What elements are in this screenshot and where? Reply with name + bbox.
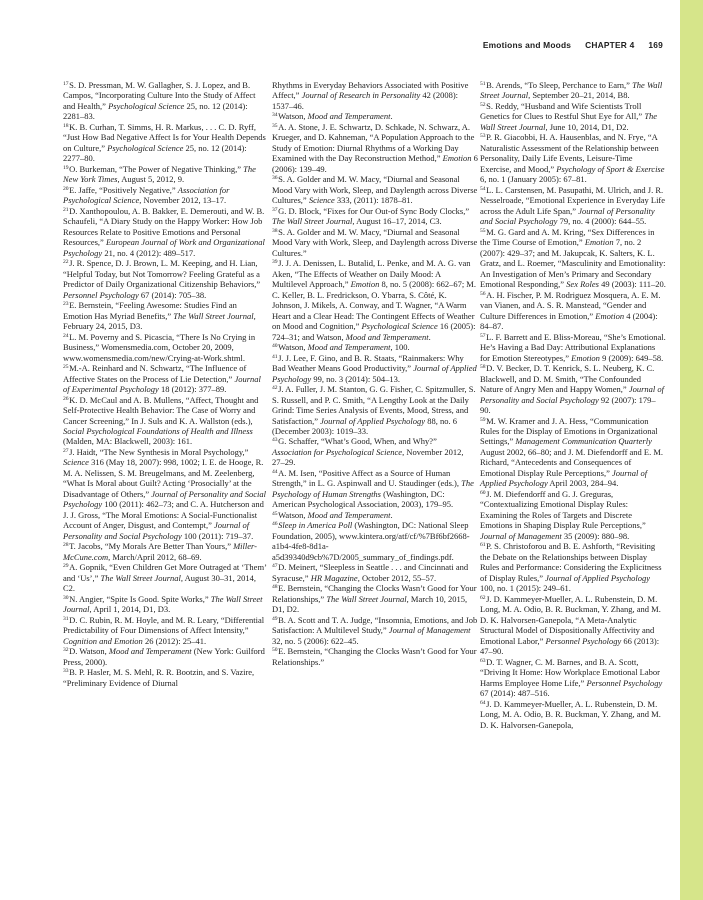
endnote-number: 17 [63,81,69,87]
endnote [272,353,478,384]
endnote-text: N. Angier, “Spite Is Good. Spite Works,” The Wall Street Journal, April 1, 2014, D1, D3. [63,593,263,615]
endnote [480,332,666,363]
endnote-number: 45 [272,510,278,517]
source-title: Sleep in America Poll [278,520,353,531]
endnote [480,699,666,730]
source-title: Personnel Psychology [586,677,663,688]
endnote-text: T. Jacobs, “My Morals Are Better Than Yours,” Miller-McCune.com, March/April 2012, 68–69. [63,541,257,562]
endnote-text: J. J. Lee, F. Gino, and B. R. Staats, “Rainmakers: Why Bad Weather Means Good Productivity,” Journal of Applied Psychology 99, no. 3 (2014): 504–13. [272,352,477,384]
endnote [63,594,268,615]
source-title: Journal of Management [480,530,562,541]
endnote [272,436,478,467]
endnote-text: L. M. Poverny and S. Picascia, “There Is No Crying in Business,” Womensmedia.com, October 20, 2009, www.womensmedia.com/new/Crying-at-Work.shtml. [63,331,256,363]
source-title: Journal of Applied Psychology [545,572,651,583]
endnote-text: P. S. Christoforou and B. E. Ashforth, “Revisiting the Debate on the Relationships between Display Rules and Performance: Considering the Explicitness of Display Rules,” Journal of Applied Psychology 100, no. 1 (2015): 249–61. [480,541,662,594]
endnote-text: Watson, Mood and Temperament, 100. [278,342,410,353]
endnote-number: 27 [63,447,69,454]
endnote [63,615,268,646]
source-title: Mood and Temperament [108,646,192,657]
endnote-number: 59 [480,416,486,423]
endnote-number: 53 [480,133,486,140]
endnote-text: E. Bernstein, “Changing the Clocks Wasn’t Good for Your Relationships,” The Wall Street Journal, March 10, 2015, D1, D2. [272,583,477,615]
endnote-text: A. Gopnik, “Even Children Get More Outraged at ‘Them’ and ‘Us’,” The Wall Street Journal, August 30–31, 2014, C2. [63,562,267,594]
source-title: Association for Psychological Science [272,446,403,457]
endnote-number: 34 [272,112,278,119]
endnote-number: 40 [272,343,278,350]
source-title: Personnel Psychology [63,289,139,300]
endnote [63,646,268,667]
source-title: Journal of Applied Psychology [480,467,648,489]
endnotes-column-1 [63,80,268,688]
endnote-number: 57 [480,332,486,339]
endnote-text: J. J. A. Denissen, L. Butalid, L. Penke, and M. A. G. van Aken, “The Effects of Weather on Daily Mood: A Multilevel Approach,” Emotion 8, no. 5 (2008): 662–67; M. C. Keller, B. L. Fredrickson, O. Ybarra, S. Côté, K. Johnson, J. Mikels, A. Conway, and T. Wagner, “A Warm Heart and a Clear Head: The Contingent Effects of Weather on Mood and Cognition,” Psychological Science 16 (2005): 724–31; and Watson, Mood and Temperament. [272,258,476,342]
endnote [63,667,268,688]
endnote-text: Watson, Mood and Temperament. [278,111,393,122]
endnote [480,185,666,227]
endnote-number: 63 [480,657,486,664]
endnote-text: A. M. Isen, “Positive Affect as a Source of Human Strength,” in L. G. Aspinwall and U. Staudinger (eds.), The Psychology of Human Strengths (Washington, DC: American Psychological Association, 2003), 179–95. [272,467,474,510]
source-title: Mood and Temperament [307,509,391,520]
source-title: The Wall Street Journal [326,593,407,604]
endnote-number: 62 [480,594,486,601]
source-title: European Journal of Work and Organizational Psychology [63,237,265,258]
endnote [480,657,666,699]
endnote [63,363,268,394]
endnote [272,258,478,342]
endnote [272,384,478,436]
endnote-number: 50 [272,647,278,654]
endnote-text: B. Arends, “To Sleep, Perchance to Earn,” The Wall Street Journal, September 20–21, 2014, B8. [480,80,663,101]
page-number: 169 [648,40,663,50]
endnote-text: S. Reddy, “Husband and Wife Scientists Troll Genetics for Clues to Restful Shut Eye for All,” The Wall Street Journal, June 10, 2014, D1, D2. [480,100,658,132]
endnote-text: D. T. Wagner, C. M. Barnes, and B. A. Scott, “Driving It Home: How Workplace Emotional Labor Harms Employee Home Life,” Personnel Psychology 67 (2014): 487–516. [480,656,663,699]
endnote-text: L. F. Barrett and E. Bliss-Moreau, “She’s Emotional. He’s Having a Bad Day: Attributional Explanations for Emotion Stereotypes,” Emotion 9 (2009): 649–58. [480,331,666,363]
endnote-text: G. D. Block, “Fixes for Our Out-of Sync Body Clocks,” The Wall Street Journal, August 16–17, 2014, C3. [272,205,470,227]
endnote [480,489,666,541]
endnote-number: 61 [480,542,486,549]
endnote [272,122,478,174]
source-title: Psychological Science [107,142,184,153]
endnote-number: 39 [272,259,278,266]
section-title: Emotions and Moods [482,40,572,50]
source-title: Management Communication Quarterly [515,436,652,447]
endnote-number: 18 [63,122,69,129]
source-title: Personnel Psychology [545,635,622,646]
endnote-text: P. R. Giacobbi, H. A. Hausenblas, and N. Frye, “A Naturalistic Assessment of the Relationship between Personality, Daily Life Events, Leisure-Time Exercise, and Mood,” Psychology of Sport & Exercise 6, no. 1 (January 2005): 67–81. [480,132,665,185]
endnote-number: 37 [272,206,278,213]
endnote-number: 60 [480,489,486,496]
endnote [480,227,666,290]
source-title: Sex Roles [566,279,599,290]
endnote-number: 24 [63,332,69,339]
endnote-text: J. Haidt, “The New Synthesis in Moral Psychology,” Science 316 (May 18, 2007): 998, 1002; I. E. de Hooge, R. M. A. Nelissen, S. M. Breugelmans, and M. Zeelenberg, “What Is Moral about Guilt? Acting ‘Prosocially’ at the Disadvantage of Others,” Journal of Personality and Social Psychology 100 (2011): 462–73; and C. A. Hutcherson and J. J. Gross, “The Moral Emotions: A Social-Functionalist Account of Anger, Disgust, and Contempt,” Journal of Personality and Social Psychology 100 (2011): 719–37. [63,446,267,541]
endnote-number: 42 [272,385,278,392]
source-title: The Wall Street Journal [480,111,658,132]
endnote [272,615,478,646]
endnote [63,447,268,541]
endnote-text: D. Watson, Mood and Temperament (New York: Guilford Press, 2000). [63,646,265,667]
endnote-number: 26 [63,395,69,402]
source-title: Miller-McCune.com [63,541,257,562]
endnote [63,164,268,185]
source-title: Emotion [595,310,625,321]
source-title: Science [308,195,335,206]
endnote-text: E. Bernstein, “Feeling Awesome: Studies Find an Emotion Has Myriad Benefits,” The Wall Street Journal, February 24, 2015, D3. [63,300,256,332]
endnote [480,541,666,593]
endnote [272,342,478,352]
endnote [272,80,478,111]
endnotes-column-2 [272,80,478,667]
endnote [480,594,666,657]
endnote [63,562,268,593]
source-title: Social Psychological Foundations of Health and Illness [63,425,253,436]
endnote-number: 44 [272,468,278,475]
source-title: The Wall Street Journal [63,593,263,615]
endnote [63,300,268,331]
endnote-number: 47 [272,563,278,570]
endnote-text: B. A. Scott and T. A. Judge, “Insomnia, Emotions, and Job Satisfaction: A Multilevel Study,” Journal of Management 32, no. 5 (2006): 622–45. [272,614,478,646]
endnote [272,111,478,121]
source-title: The New York Times [63,163,256,185]
endnote-number: 20 [63,185,69,192]
endnote-number: 52 [480,101,486,108]
source-title: The Wall Street Journal [100,572,181,583]
endnote-text: G. Schaffer, “What’s Good, When, and Why?” Association for Psychological Science, November 2012, 27–29. [272,436,464,468]
endnote-text: E. Bernstein, “Changing the Clocks Wasn’t Good for Your Relationships.” [272,646,477,667]
endnote [480,290,666,332]
endnote-text: A. A. Stone, J. E. Schwartz, D. Schkade, N. Schwarz, A. Krueger, and D. Kahneman, “A Population Approach to the Study of Emotion: Diurnal Rhythms of a Working Day Examined with the Day Reconstruction Method,” Emotion 6 (2006): 139–49. [272,121,478,174]
endnote [63,332,268,363]
endnote [480,80,666,101]
endnote-number: 23 [63,301,69,308]
endnote-number: 58 [480,364,486,371]
source-title: Journal of Applied Psychology [320,415,426,426]
endnote-text: B. P. Hasler, M. S. Mehl, R. R. Bootzin, and S. Vazire, “Preliminary Evidence of Diurnal [63,667,255,688]
source-title: The Wall Street Journal [173,310,254,321]
endnote-number: 31 [63,615,69,622]
endnote [480,101,666,132]
endnote [63,185,268,206]
endnote-text: J. D. Kammeyer-Mueller, A. L. Rubenstein, D. M. Long, M. A. Odio, B. R. Buckman, Y. Zhang, and M. D. K. Halvorsen-Ganepola, [480,698,661,730]
source-title: The Psychology of Human Strengths [272,478,474,499]
endnote-number: 32 [63,647,69,654]
endnote [272,510,478,520]
endnote-text: M.-A. Reinhard and N. Schwartz, “The Influence of Affective States on the Process of Lie Detection,” Journal of Experimental Psychology 18 (2012): 377–89. [63,363,261,395]
endnote [480,416,666,489]
source-title: Psychological Science [361,321,438,332]
endnote-text: K. D. McCaul and A. B. Mullens, “Affect, Thought and Self-Protective Health Behavior: The Case of Worry and Cancer Screening,” In J. Suls and K. A. Wallston (eds.), Social Psychological Foundations of Health and Illness (Malden, MA: Blackwell, 2003): 161. [63,394,259,447]
source-title: Journal of Personality and Social Psychology [63,520,250,541]
endnote [480,132,666,184]
source-title: HR Magazine [310,572,358,583]
running-head [0,40,663,50]
chapter-label: CHAPTER 4 [585,40,635,50]
endnote [272,174,478,205]
page-edge-band [680,0,703,900]
endnote-text: D. V. Becker, D. T. Kenrick, S. L. Neuberg, K. C. Blackwell, and D. M. Smith, “The Confounded Nature of Angry Men and Happy Women,” Journal of Personality and Social Psychology 92 (2007): 179–90. [480,363,665,416]
source-title: Journal of Personality and Social Psychology [480,384,665,405]
endnote-number: 33 [63,668,69,675]
source-title: Mood and Temperament [307,342,391,353]
endnote [63,122,268,164]
endnote-number: 19 [63,164,69,171]
source-title: Journal of Personality and Social Psychology [480,205,655,227]
endnote-text: O. Burkeman, “The Power of Negative Thinking,” The New York Times, August 5, 2012, 9. [63,163,256,185]
source-title: Journal of Personality and Social Psychology [63,488,267,510]
endnote-number: 43 [272,437,278,444]
endnote-number: 46 [272,521,278,528]
endnote-number: 21 [63,206,69,213]
endnote [272,562,478,583]
endnote-text: J. D. Kammeyer-Mueller, A. L. Rubenstein, D. M. Long, M. A. Odio, B. R. Buckman, Y. Zhang, and M. D. K. Halvorsen-Ganepola, “A Meta-Analytic Structural Model of Dispositionally Affectivity and Emotional Labor,” Personnel Psychology 66 (2013): 47–90. [480,593,661,657]
endnote-text: S. A. Golder and M. W. Macy, “Diurnal and Seasonal Mood Vary with Work, Sleep, and Daylength across Diverse Cultures.” [272,226,478,258]
source-title: Emotion [442,153,472,164]
source-title: Association for Psychological Science [63,184,230,206]
endnote-number: 64 [480,699,486,706]
endnote-text: K. B. Curhan, T. Simms, H. R. Markus, . . . C. D. Ryff, “Just How Bad Negative Affect Is for Your Health Depends on Culture,” Psychological Science 25, no. 12 (2014): 2277–80. [63,121,266,164]
endnote [272,227,478,258]
source-title: Psychology of Sport & Exercise [556,163,665,174]
endnote-text: L. L. Carstensen, M. Pasupathi, M. Ulrich, and J. R. Nesselroade, “Emotional Experience in Everyday Life across the Adult Life Span,” Journal of Personality and Social Psychology 79, no. 4 (2000): 644–55. [480,184,666,227]
endnote-number: 35 [272,122,278,129]
endnote [63,206,268,258]
endnote-text: D. Meinert, “Sleepless in Seattle . . . and Cincinnati and Syracuse,” HR Magazine, October 2012, 55–57. [272,562,469,583]
source-title: Psychological Science [108,100,185,111]
endnote [272,468,478,510]
endnote-text: M. W. Kramer and J. A. Hess, “Communication Rules for the Display of Emotions in Organizational Settings,” Management Communication Quarterly August 2002, 66–80; and J. M. Diefendorff and E. M. Richard, “Antecedents and Consequences of Emotional Display Rule Perceptions,” Journal of Applied Psychology April 2003, 284–94. [480,415,664,489]
endnote-number: 25 [63,364,69,371]
endnote-number: 51 [480,81,486,87]
endnote-number: 29 [63,563,69,570]
endnote-text: Rhythms in Everyday Behaviors Associated with Positive Affect,” Journal of Research in Personality 42 (2008): 1537–46. [272,80,469,111]
endnote-number: 56 [480,290,486,297]
endnote-text: A. H. Fischer, P. M. Rodriguez Mosquera, A. E. M. van Vianen, and A. S. R. Manstead, “Gender and Culture Differences in Emotion,” Emotion 4 (2004): 84–87. [480,289,661,332]
endnote-number: 38 [272,227,278,234]
source-title: Emotion [584,237,614,248]
source-title: The Wall Street Journal [272,216,353,227]
source-title: Journal of Applied Psychology [272,363,477,384]
endnote-text: J. M. Diefendorff and G. J. Greguras, “Contextualizing Emotional Display Rules: Examining the Roles of Targets and Discrete Emotions in Shaping Display Rule Perceptions,” Journal of Management 35 (2009): 880–98. [480,488,646,541]
endnote [480,363,666,415]
endnote-text: S. A. Golder and M. W. Macy, “Diurnal and Seasonal Mood Vary with Work, Sleep, and Daylength across Diverse Cultures,” Science 333, (2011): 1878–81. [272,174,478,206]
source-title: Mood and Temperament [345,331,429,342]
endnote-number: 41 [272,353,278,360]
source-title: Science [63,457,89,468]
endnote-number: 54 [480,185,486,192]
endnote-number: 49 [272,615,278,622]
endnote-text: J. A. Fuller, J. M. Stanton, G. G. Fisher, C. Spitzmuller, S. S. Russell, and P. C. Smith, “A Lengthy Look at the Daily Grind: Time Series Analysis of Events, Mood, Stress, and Satisfaction,” Journal of Applied Psychology 88, no. 6 (December 2003): 1019–33. [272,384,476,436]
endnote [63,80,268,122]
endnote-text: S. D. Pressman, M. W. Gallagher, S. J. Lopez, and B. Campos, “Incorporating Culture Into the Study of Affect and Health,” Psychological Science 25, no. 12 (2014): 2281–83. [63,80,256,122]
endnotes-column-3 [480,80,666,730]
source-title: Mood and Temperament [307,111,391,122]
endnote-text: D. Xanthopoulou, A. B. Bakker, E. Demerouti, and W. B. Schaufeli, “A Diary Study on the Happy Worker: How Job Resources Relate to Positive Emotions and Personal Resources,” European Journal of Work and Organizational Psychology 21, no. 4 (2012): 489–517. [63,205,265,258]
endnote-text: Sleep in America Poll (Washington, DC: National Sleep Foundation, 2005), www.kintera.org/atf/cf/%7Bf6bf2668-a1b4-4fe8-8d1a-a5d39340d9cb%7D/2005_summary_of_findings.pdf. [272,520,470,562]
endnote [272,646,478,667]
endnote-number: 48 [272,584,278,591]
source-title: Cognition and Emotion [63,635,143,646]
endnote [272,583,478,614]
source-title: Journal of Experimental Psychology [63,373,261,395]
endnote-text: D. C. Rubin, R. M. Hoyle, and M. R. Leary, “Differential Predictability of Four Dimensions of Affect Intensity,” Cognition and Emotion 26 (2012): 25–41. [63,614,265,646]
endnote-number: 55 [480,227,486,234]
source-title: Journal of Research in Personality [301,90,421,101]
endnote [63,258,268,300]
endnote-text: E. Jaffe, “Positively Negative,” Association for Psychological Science, November 2012, 13–17. [63,184,230,206]
source-title: Emotion [350,279,380,290]
source-title: Emotion [571,352,600,363]
endnote [272,520,478,562]
endnote-text: J. R. Spence, D. J. Brown, L. M. Keeping, and H. Lian, “Helpful Today, but Not Tomorrow? Feeling Grateful as a Predictor of Daily Organizational Citizenship Behaviors,” Personnel Psychology 67 (2014): 705–38. [63,258,261,300]
endnote-text: M. G. Gard and A. M. Kring, “Sex Differences in the Time Course of Emotion,” Emotion 7, no. 2 (2007): 429–37; and M. Jakupcak, K. Salters, K. L. Gratz, and L. Roemer, “Masculinity and Emotionality: An Investigation of Men’s Primary and Secondary Emotional Responding,” Sex Roles 49 (2003): 111–20. [480,226,666,290]
endnote-number: 28 [63,542,69,549]
source-title: The Wall Street Journal [480,80,663,101]
endnote [272,206,478,227]
endnote-number: 22 [63,259,69,266]
endnote-text: Watson, Mood and Temperament. [278,509,393,520]
endnote [63,541,268,562]
endnote-number: 30 [63,594,69,601]
endnote [63,395,268,447]
endnote-number: 36 [272,175,278,182]
source-title: Journal of Management [388,625,471,636]
